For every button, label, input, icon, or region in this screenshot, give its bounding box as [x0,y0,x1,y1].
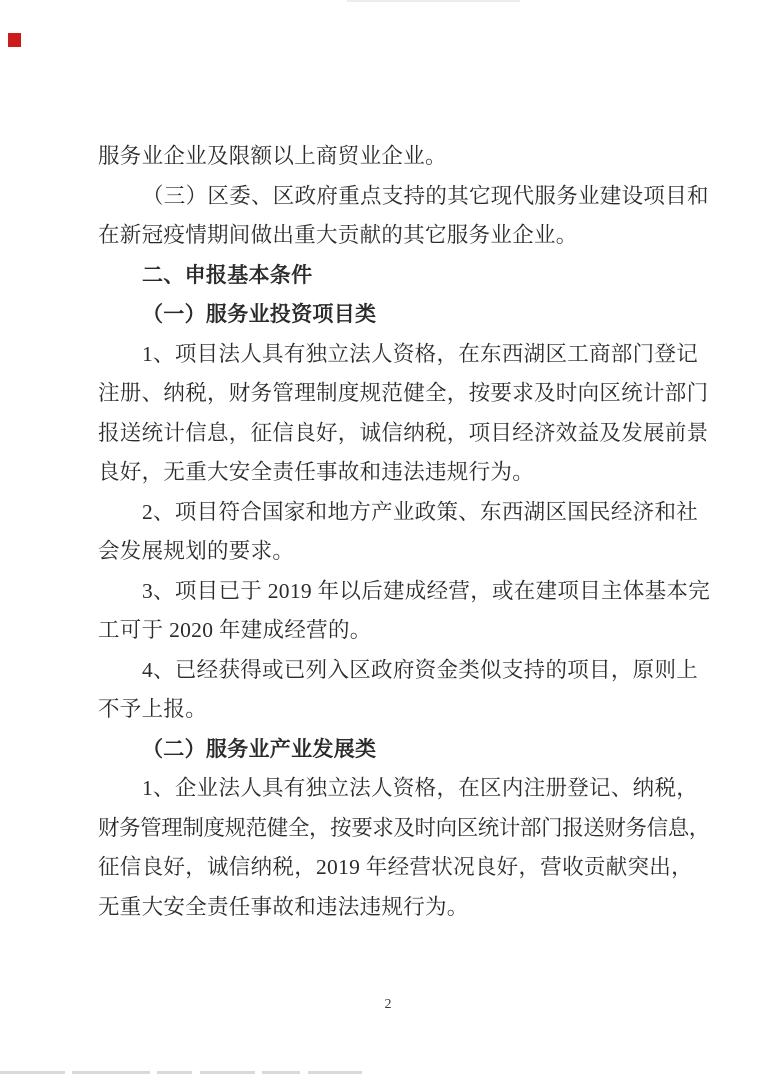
subsection-heading: （一）服务业投资项目类 [142,303,377,326]
paragraph-line: 报送统计信息，征信良好，诚信纳税，项目经济效益及发展前景 [98,420,709,445]
page-number: 2 [384,997,392,1012]
paragraph-line: 注册、纳税，财务管理制度规范健全，按要求及时向区统计部门 [98,381,709,405]
paragraph-line: 1、企业法人具有独立法人资格，在区内注册登记、纳税， [142,776,699,800]
scan-artifact-shadow [0,1070,760,1074]
paragraph-line: 4、已经获得或已列入区政府资金类似支持的项目，原则上 [142,657,699,682]
document-body [98,137,711,927]
paragraph-line: 会发展规划的要求。 [98,539,295,563]
paragraph-line: 工可于 2020 年建成经营的。 [98,618,372,642]
paragraph-line: 2、项目符合国家和地方产业政策、东西湖区国民经济和社 [142,499,699,524]
red-stamp-mark [8,33,21,47]
paragraph-line: 3、项目已于 2019 年以后建成经营，或在建项目主体基本完 [142,578,711,603]
paragraph-line: 财务管理制度规范健全，按要求及时向区统计部门报送财务信息， [98,815,710,840]
paragraph-line: 良好，无重大安全责任事故和违法违规行为。 [98,460,535,484]
paragraph-line: 在新冠疫情期间做出重大贡献的其它服务业企业。 [98,223,578,247]
paragraph-line: 无重大安全责任事故和违法违规行为。 [98,894,469,919]
paragraph-line: 征信良好，诚信纳税，2019 年经营状况良好，营收贡献突出， [98,855,693,879]
paragraph-line: 服务业企业及限额以上商贸业企业。 [98,144,447,168]
paragraph-line: 不予上报。 [98,697,208,721]
scan-artifact-line [347,0,520,2]
subsection-heading: （二）服务业产业发展类 [142,737,377,761]
paragraph-line: 1、项目法人具有独立法人资格，在东西湖区工商部门登记 [142,341,699,366]
paragraph-line: （三）区委、区政府重点支持的其它现代服务业建设项目和 [142,183,709,208]
section-heading: 二、申报基本条件 [142,263,313,287]
